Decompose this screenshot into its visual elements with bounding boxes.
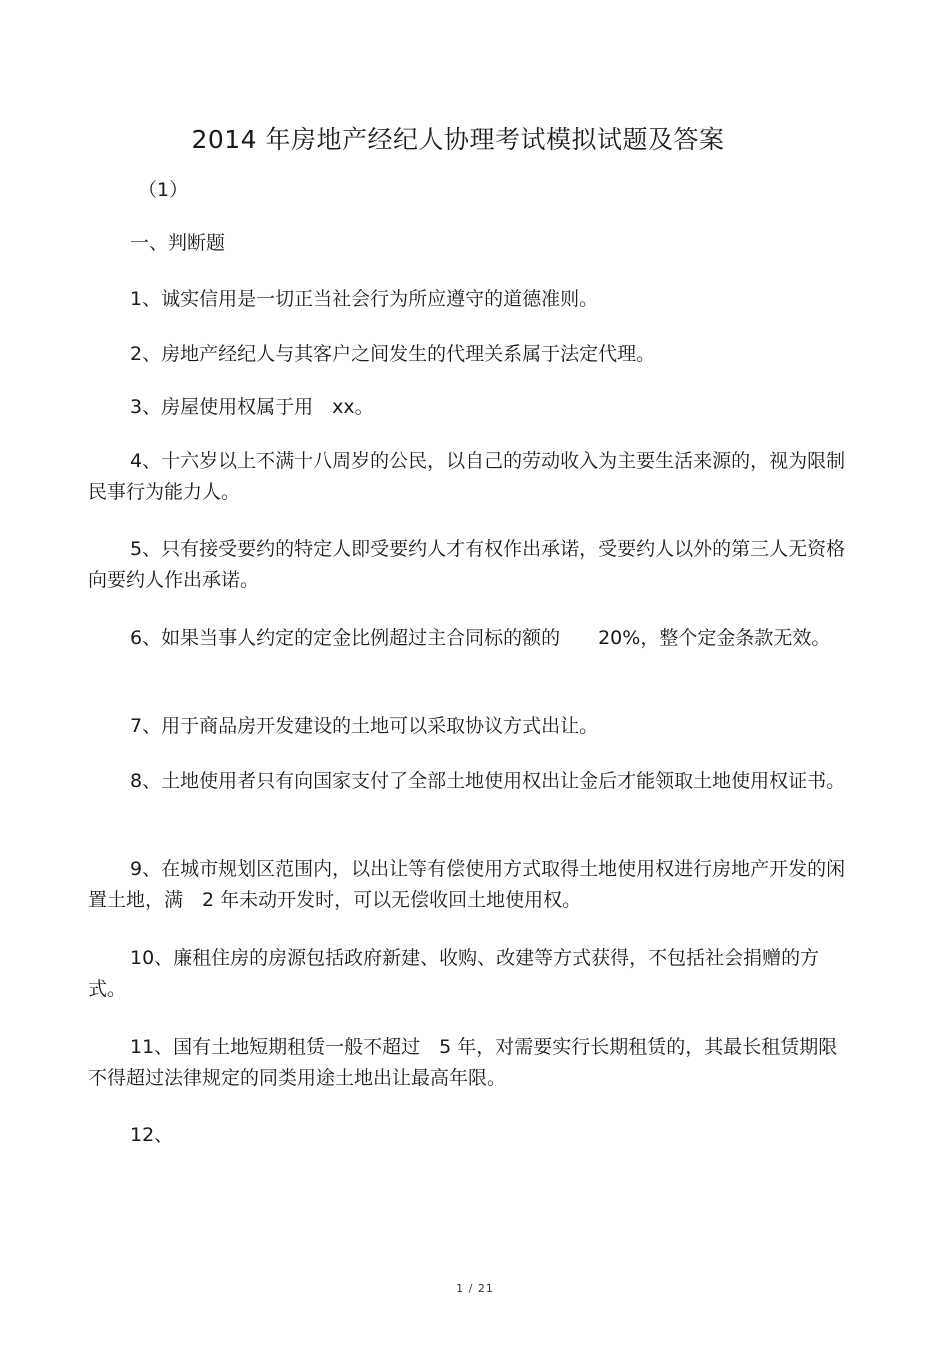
question-7: 7、用于商品房开发建设的土地可以采取协议方式出让。 — [130, 715, 599, 737]
section-heading: 一、判断题 — [130, 232, 226, 254]
question-5: 5、只有接受要约的特定人即受要约人才有权作出承诺，受要约人以外的第三人无资格向要约人作出承诺。 — [88, 538, 846, 591]
question-9: 9、在城市规划区范围内，以出让等有偿使用方式取得土地使用权进行房地产开发的闲置土地，满 2 年未动开发时，可以无偿收回土地使用权。 — [88, 858, 846, 911]
document-title: 2014 年房地产经纪人协理考试模拟试题及答案 — [191, 125, 725, 154]
question-10: 10、廉租住房的房源包括政府新建、收购、改建等方式获得，不包括社会捐赠的方式。 — [88, 947, 820, 1000]
question-8: 8、土地使用者只有向国家支付了全部土地使用权出让金后才能领取土地使用权证书。 — [130, 770, 846, 792]
question-6: 6、如果当事人约定的定金比例超过主合同标的额的 20%，整个定金条款无效。 — [130, 627, 831, 649]
question-11: 11、国有土地短期租赁一般不超过 5 年，对需要实行长期租赁的，其最长租赁期限不得超过法律规定的同类用途土地出让最高年限。 — [88, 1036, 838, 1089]
question-12: 12、 — [130, 1124, 174, 1146]
document-subtitle: （1） — [138, 179, 189, 201]
question-2: 2、房地产经纪人与其客户之间发生的代理关系属于法定代理。 — [130, 343, 656, 365]
question-1: 1、诚实信用是一切正当社会行为所应遵守的道德准则。 — [130, 288, 599, 310]
question-3: 3、房屋使用权属于用 xx。 — [130, 396, 374, 418]
question-4: 4、十六岁以上不满十八周岁的公民，以自己的劳动收入为主要生活来源的，视为限制民事行为能力人。 — [88, 450, 846, 503]
page-indicator: 1 / 21 — [456, 1282, 494, 1295]
